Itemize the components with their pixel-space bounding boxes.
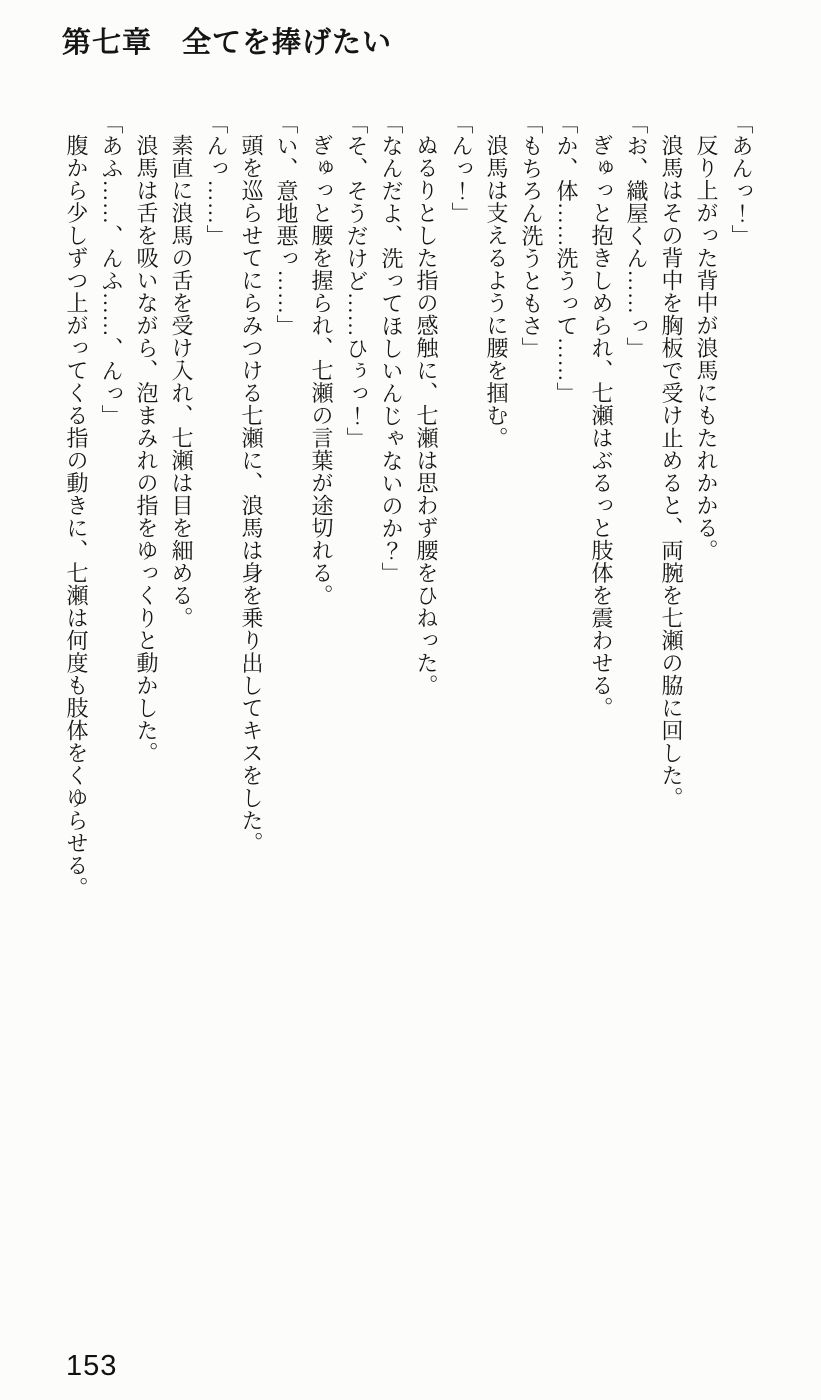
text-column: 素直に浪馬の舌を受け入れ、七瀬は目を細める。 xyxy=(169,134,194,629)
text-column: 「い、意地悪っ……」 xyxy=(274,112,299,337)
text-column: 浪馬は支えるように腰を掴む。 xyxy=(484,134,509,449)
text-column: 反り上がった背中が浪馬にもたれかかる。 xyxy=(694,134,719,562)
text-column: ぎゅっと抱きしめられ、七瀬はぶるっと肢体を震わせる。 xyxy=(589,134,614,719)
page-number: 153 xyxy=(66,1350,118,1382)
text-column: 浪馬はその背中を胸板で受け止めると、両腕を七瀬の脇に回した。 xyxy=(659,134,684,809)
text-column: 「あふ……、んふ……、んっ」 xyxy=(99,112,124,427)
text-column: 頭を巡らせてにらみつける七瀬に、浪馬は身を乗り出してキスをした。 xyxy=(239,134,264,854)
text-column: 「お、織屋くん……っ」 xyxy=(624,112,649,360)
text-column: 「もちろん洗うともさ」 xyxy=(519,112,544,360)
text-column: ぎゅっと腰を握られ、七瀬の言葉が途切れる。 xyxy=(309,134,334,607)
text-column: 「あんっ！」 xyxy=(729,112,754,247)
text-column: 腹から少しずつ上がってくる指の動きに、七瀬は何度も肢体をくゆらせる。 xyxy=(64,134,89,899)
text-column: 「か、体……洗うって……」 xyxy=(554,112,579,405)
text-body xyxy=(49,112,759,1362)
text-column: 浪馬は舌を吸いながら、泡まみれの指をゆっくりと動かした。 xyxy=(134,134,159,764)
chapter-title: 第七章 全てを捧げたい xyxy=(62,27,393,59)
text-column: 「んっ……」 xyxy=(204,112,229,247)
text-column: 「なんだよ、洗ってほしいんじゃないのか？」 xyxy=(379,112,404,585)
text-column: 「んっ！」 xyxy=(449,112,474,225)
text-column: ぬるりとした指の感触に、七瀬は思わず腰をひねった。 xyxy=(414,134,439,697)
text-column: 「そ、そうだけど……ひぅっ！」 xyxy=(344,112,369,450)
